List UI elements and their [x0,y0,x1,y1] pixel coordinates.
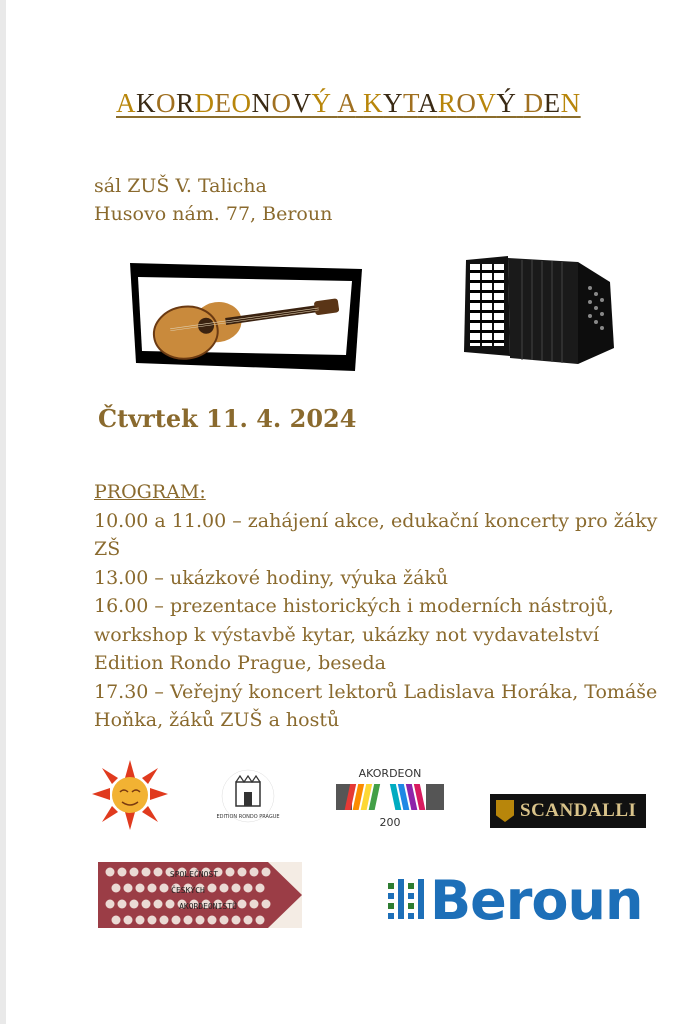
program-item: 16.00 – prezentace historických i moderních nástrojů, workshop k výstavbě kytar, ukázky not vydavatelství Edition Rondo Prague, beseda [94,595,614,674]
beroun-text: Beroun [430,868,643,932]
scandalli-logo [490,794,646,828]
program-section [94,478,669,735]
poster-page [6,0,698,1024]
venue-info [94,172,332,228]
program-item: 10.00 a 11.00 – zahájení akce, edukační koncerty pro žáky ZŠ [94,509,658,560]
rondo-text: EDITION RONDO PRAGUE [216,814,280,820]
beroun-logo [388,868,644,932]
sun-logo [92,760,168,830]
spolecnost-logo [98,862,302,928]
spolecnost-line2: ČESKÝCH [171,886,205,895]
rondo-logo [216,768,280,824]
spolecnost-line1: SPOLEČNOST [169,870,219,879]
akordeon-200-logo [332,766,448,830]
poster-title: AKORDEONOVÝ A KYTAROVÝ DEN [116,88,581,118]
akordeon-200-text: 200 [379,816,401,829]
spolecnost-line3: AKORDEONISTŮ [179,902,237,911]
program-item: 17.30 – Veřejný koncert lektorů Ladislava Horáka, Tomáše Hoňka, žáků ZUŠ a hostů [94,680,658,731]
event-date: Čtvrtek 11. 4. 2024 [98,404,357,433]
shield-icon [496,800,514,822]
venue-name: sál ZUŠ V. Talicha [94,175,267,197]
program-heading: PROGRAM: [94,481,206,503]
scandalli-text: SCANDALLI [520,800,637,821]
akordeon-text: AKORDEON [358,767,422,780]
accordion-image [460,252,618,368]
program-item: 13.00 – ukázkové hodiny, výuka žáků [94,566,449,589]
beroun-emblem-icon [388,877,426,923]
venue-address: Husovo nám. 77, Beroun [94,203,333,225]
guitar-image [130,263,362,371]
